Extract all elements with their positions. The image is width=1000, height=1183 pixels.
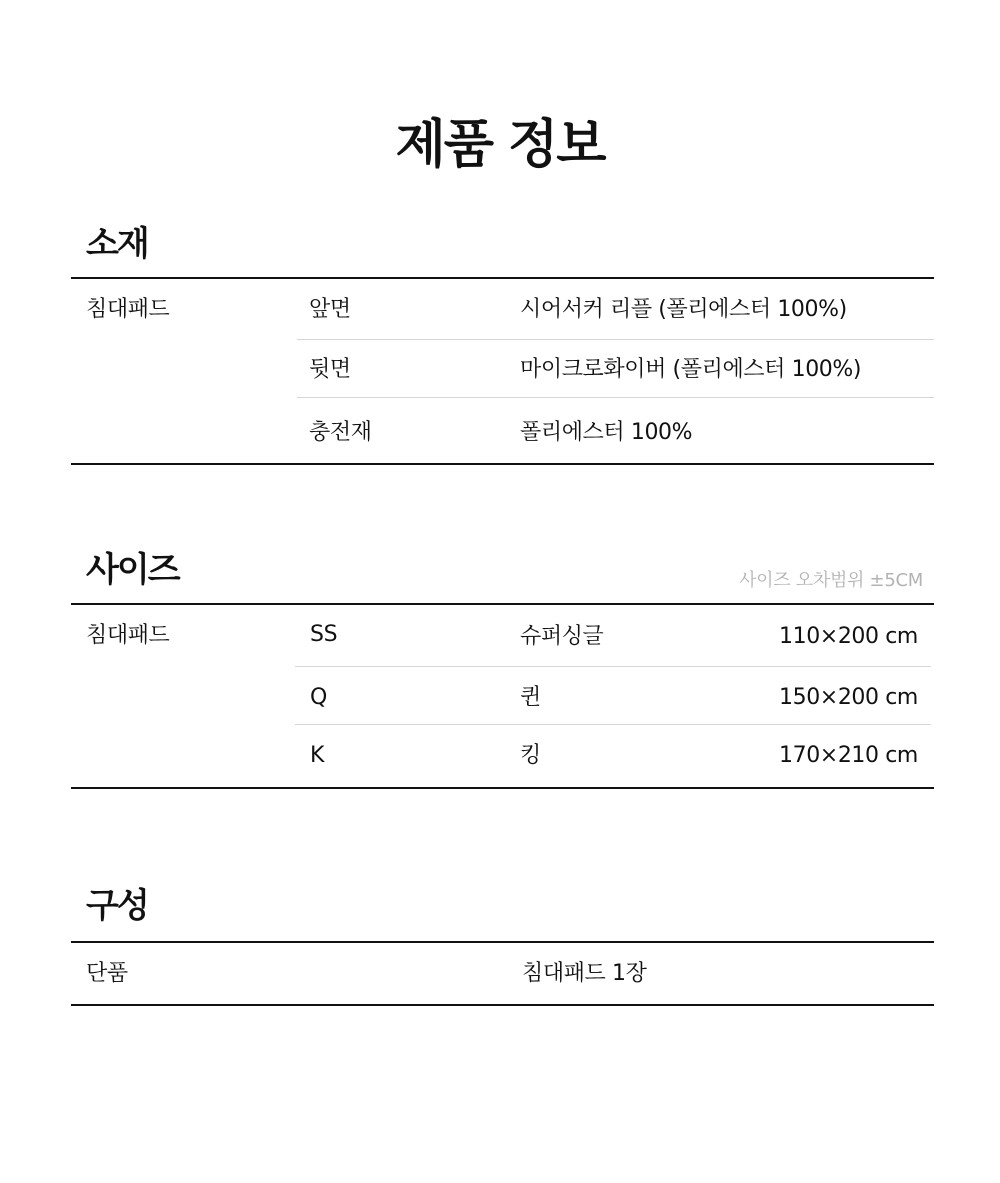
material-value: 시어서커 리플 (폴리에스터 100%) [520, 297, 847, 322]
size-code: Q [310, 685, 327, 710]
composition-top-rule [71, 941, 934, 943]
size-name: 슈퍼싱글 [520, 624, 604, 649]
size-dimension: 150×200 cm [779, 685, 918, 710]
composition-bottom-rule [71, 1004, 934, 1006]
material-bottom-rule [71, 463, 934, 465]
composition-type: 단품 [86, 961, 128, 986]
size-code: SS [310, 622, 338, 647]
composition-contents: 침대패드 1장 [522, 961, 647, 986]
size-dimension: 110×200 cm [779, 624, 918, 649]
material-part: 앞면 [309, 297, 351, 322]
size-name: 킹 [520, 743, 541, 768]
material-value: 마이크로화이버 (폴리에스터 100%) [520, 357, 862, 382]
material-product-label: 침대패드 [86, 297, 170, 322]
material-heading: 소재 [86, 224, 148, 264]
size-name: 퀸 [520, 685, 541, 710]
material-value: 폴리에스터 100% [520, 420, 693, 445]
page-title: 제품 정보 [395, 115, 605, 175]
size-bottom-rule [71, 787, 934, 789]
size-dimension: 170×210 cm [779, 743, 918, 768]
row-divider [295, 724, 931, 725]
row-divider [295, 666, 931, 667]
row-divider [297, 339, 934, 340]
composition-heading: 구성 [86, 886, 148, 926]
size-tolerance-note: 사이즈 오차범위 ±5CM [739, 570, 923, 591]
size-code: K [310, 743, 325, 768]
size-top-rule [71, 603, 934, 605]
material-top-rule [71, 277, 934, 279]
material-part: 뒷면 [309, 357, 351, 382]
size-heading: 사이즈 [86, 550, 179, 590]
row-divider [297, 397, 934, 398]
size-product-label: 침대패드 [86, 623, 170, 648]
material-part: 충전재 [309, 420, 372, 445]
